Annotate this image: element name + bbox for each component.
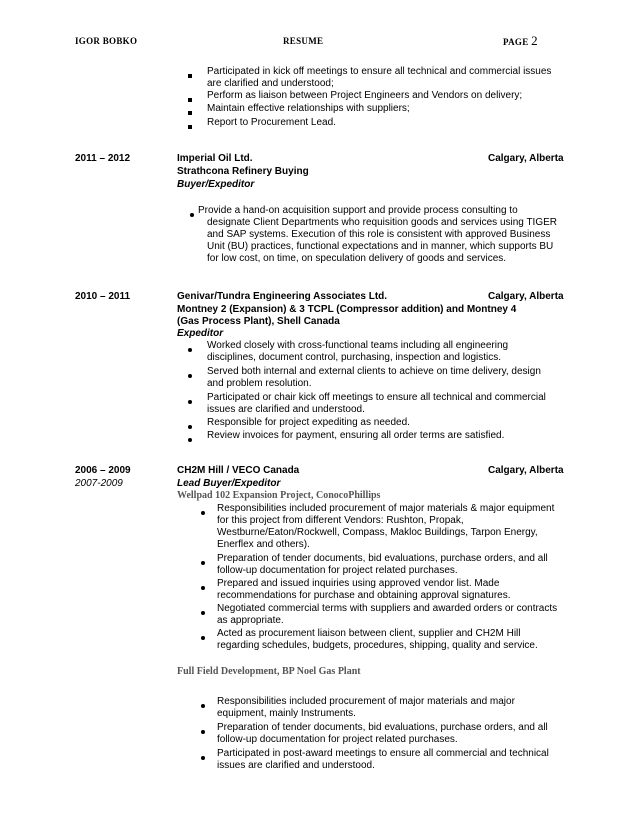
bullet-text: Acted as procurement liaison between client, supplier and CH2M Hill xyxy=(217,628,521,639)
page-number: 2 xyxy=(531,33,538,48)
job3-dates: 2006 – 2009 xyxy=(75,465,131,476)
bullet-text: Preparation of tender documents, bid evaluations, purchase orders, and all xyxy=(217,722,548,733)
job1-project: Strathcona Refinery Buying xyxy=(177,166,309,177)
bullet-text: and problem resolution. xyxy=(207,378,312,389)
bullet-text: Prepared and issued inquiries using approved vendor list. Made xyxy=(217,578,500,589)
bullet-text: Participated in post-award meetings to ensure all commercial and technical xyxy=(217,748,549,759)
bullet-text: Unit (BU) practices, functional expectations and in manner, which supports BU xyxy=(207,241,554,252)
job1-location: Calgary, Alberta xyxy=(488,153,564,164)
bullet-text: recommendations for purchase and obtaining approval signatures. xyxy=(217,590,511,601)
job3-company: CH2M Hill / VECO Canada xyxy=(177,465,300,476)
bullet-marker-icon xyxy=(201,557,205,569)
bullet-marker-icon xyxy=(201,700,205,712)
bullet-text: Responsibilities included procurement of major materials & major equipment xyxy=(217,503,555,514)
job2-role: Expeditor xyxy=(177,328,224,339)
bullet-marker-icon xyxy=(190,209,194,221)
bullet-text: Provide a hand-on acquisition support and provide process consulting to xyxy=(198,205,518,216)
bullet-marker-icon xyxy=(188,121,192,133)
bullet-text: regarding schedules, budgets, procedures, shipping, quality and service. xyxy=(217,640,538,651)
header-name: IGOR BOBKO xyxy=(75,36,138,46)
job3-role: Lead Buyer/Expeditor xyxy=(177,478,281,489)
header-page xyxy=(503,33,538,49)
bullet-text: are clarified and understood; xyxy=(207,78,334,89)
bullet-text: Preparation of tender documents, bid evaluations, purchase orders, and all xyxy=(217,553,548,564)
job1-company: Imperial Oil Ltd. xyxy=(177,153,253,164)
bullet-text: Perform as liaison between Project Engineers and Vendors on delivery; xyxy=(207,90,523,101)
job1-dates: 2011 – 2012 xyxy=(75,153,131,164)
bullet-marker-icon xyxy=(201,507,205,519)
job2-dates: 2010 – 2011 xyxy=(75,291,131,302)
bullet-marker-icon xyxy=(188,370,192,382)
job3-project-a: Wellpad 102 Expansion Project, ConocoPhillips xyxy=(177,490,381,501)
bullet-marker-icon xyxy=(188,94,192,106)
bullet-marker-icon xyxy=(201,607,205,619)
job2-project-line-1: Montney 2 (Expansion) & 3 TCPL (Compressor addition) and Montney 4 xyxy=(177,304,517,315)
bullet-text: Enerflex and others). xyxy=(217,539,310,550)
bullet-text: Negotiated commercial terms with suppliers and awarded orders or contracts xyxy=(217,603,558,614)
bullet-text: follow-up documentation for project related purchases. xyxy=(217,565,458,576)
job3-dates-sub: 2007-2009 xyxy=(75,478,123,489)
bullet-text: Served both internal and external clients to achieve on time delivery, design xyxy=(207,366,541,377)
job3-location: Calgary, Alberta xyxy=(488,465,564,476)
job2-project-line-2: (Gas Process Plant), Shell Canada xyxy=(177,316,340,327)
bullet-text: disciplines, document control, purchasing, inspection and logistics. xyxy=(207,352,502,363)
bullet-text: Worked closely with cross-functional teams including all engineering xyxy=(207,340,509,351)
bullet-text: equipment, mainly Instruments. xyxy=(217,708,356,719)
bullet-marker-icon xyxy=(188,107,192,119)
bullet-text: as appropriate. xyxy=(217,615,284,626)
bullet-marker-icon xyxy=(201,726,205,738)
job2-company: Genivar/Tundra Engineering Associates Ltd. xyxy=(177,291,388,302)
bullet-marker-icon xyxy=(188,344,192,356)
bullet-text: issues are clarified and understood. xyxy=(217,760,375,771)
job1-role: Buyer/Expeditor xyxy=(177,179,255,190)
job3-project-b: Full Field Development, BP Noel Gas Plant xyxy=(177,666,361,677)
bullet-text: Westburne/Eaton/Rockwell, Compass, Makloc Buildings, Tarpon Energy, xyxy=(217,527,538,538)
bullet-text: designate Client Departments who requisition goods and services using TIGER xyxy=(207,217,557,228)
bullet-text: follow-up documentation for project related purchases. xyxy=(217,734,458,745)
bullet-text: for low cost, on time, on speculation delivery of goods and services. xyxy=(207,253,507,264)
bullet-text: issues are clarified and understood. xyxy=(207,404,365,415)
bullet-marker-icon xyxy=(188,434,192,446)
bullet-text: Participated in kick off meetings to ensure all technical and commercial issues xyxy=(207,66,552,77)
bullet-marker-icon xyxy=(201,752,205,764)
bullet-marker-icon xyxy=(188,396,192,408)
bullet-marker-icon xyxy=(201,632,205,644)
bullet-text: Responsibilities included procurement of major materials and major xyxy=(217,696,515,707)
job2-location: Calgary, Alberta xyxy=(488,291,564,302)
bullet-marker-icon xyxy=(188,421,192,433)
bullet-text: Participated or chair kick off meetings to ensure all technical and commercial xyxy=(207,392,546,403)
bullet-text: for this project from different Vendors: Rushton, Propak, xyxy=(217,515,464,526)
header-title: RESUME xyxy=(283,36,324,46)
bullet-marker-icon xyxy=(201,582,205,594)
bullet-text: Responsible for project expediting as needed. xyxy=(207,417,410,428)
bullet-text: Report to Procurement Lead. xyxy=(207,117,336,128)
page-label: PAGE xyxy=(503,37,529,47)
bullet-text: and SAP systems. Execution of this role is consistent with approved Business xyxy=(207,229,551,240)
bullet-text: Review invoices for payment, ensuring all order terms are satisfied. xyxy=(207,430,505,441)
bullet-text: Maintain effective relationships with suppliers; xyxy=(207,103,410,114)
bullet-marker-icon xyxy=(188,70,192,82)
